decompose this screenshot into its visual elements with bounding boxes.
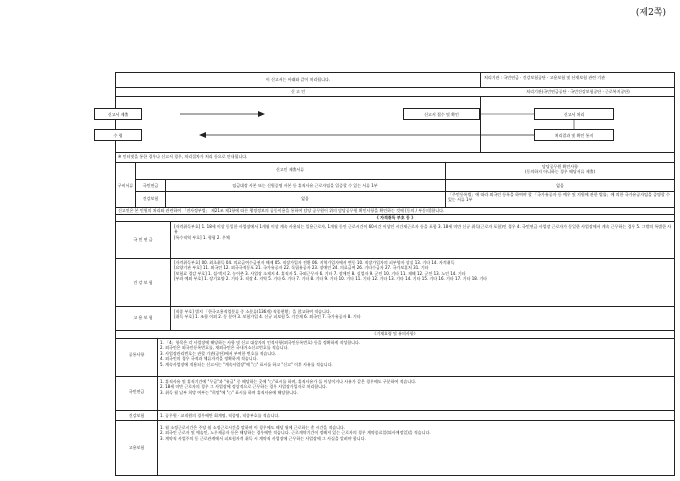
applicability-title: 《 자격취득 부호 등 》 [374, 215, 416, 220]
attachments-col-check: 담당공무원 확인사항 (동의하지 아니하는 경우 해당서류 제출) [524, 164, 596, 175]
notice-text: ※ 인터넷을 통한 경우나 신고서 경우, 처리절차가 처리 등으로 안내됩니다. [118, 154, 248, 159]
guide-pension-label: 국민연금 [128, 389, 145, 394]
processing-agency: 처리기관 : 국민연금 · 건강보험공단 · 고용보험 및 산재보험 관련 기관 [484, 75, 605, 80]
attachments-pension-check: 없음 [556, 183, 564, 188]
step-process: 신고서 처리 [534, 108, 614, 120]
flow-agency-title: 처리기관(국민연금공단 · 국민건강보험공단 · 근로복지공단) [526, 89, 630, 94]
code-pension-label: 국 민 연 금 [133, 237, 153, 242]
guide-pension-text: 1. 휴직사유 및 휴직기간에 "무급"과 "유급" 중 해당하는 곳에 "○"표시를 하며, 휴직사유가 둘 이상이거나 사유가 같은 경우에도 구분하여 적습니다. 2. 18세 미만 근로자의 경우 그 사업장에 정상적으로 근무하는 경우 사업장가입자로 처리합니다. 3. 취득 월 납부 희망 여부는 "희망"에 "○" 표시를 하며 휴직사유에 해당합니다. [160, 379, 417, 395]
guide-health-text: 1. 공무원 · 교직원의 경우에만 회계명, 직종명, 직종부호를 적습니다. [160, 413, 280, 418]
code-health-label: 건 강 보 험 [133, 280, 153, 285]
step-collect: 수 령 [94, 129, 142, 141]
step-notify: 처리결과 및 확인 통지 [534, 129, 614, 141]
guide-common-label: 공통사항 [128, 352, 145, 357]
guide-common-text: 1. 「4」항목은 각 사업장에 해당하는 사항 및 신고 대상자의 인적사항(외국인등록번호) 등을 정확하게 작성합니다. 2. 외국인은 외국인등록번호를, 재외국민은 국내거소신고번호를 적습니다. 3. 사업장관리번호는 관할 기관(공단)에서 부여한 번호를 적습니다. 4. 외국인의 경우 국적과 체류자격을 정확하게 적습니다. 5. 계속사업장에 적용되는 신고서는 "계속사업장"에 "○" 표시를 하고 "신고" 이후 사유를 적습니다. [160, 340, 361, 367]
guide-employment-label: 고용보험 [128, 445, 145, 450]
guide-title: 《기재요령 및 유의사항》 [372, 331, 418, 336]
code-employment-text: [직종 부호] 별지 「한국고용직업분류 중 소분류(136개) 직종현황」을 참고하여 적습니다. [취득 부호] 1. 조합 이외 2. 동 분야 3. 보험가입 4. 신규 피보험 5. 기간제 6. 외국인 7. 국가유공자 8. 기타 [174, 309, 361, 320]
page-number: (제2쪽) [635, 8, 666, 18]
attachments-pension-doc: 임금대장 사본 또는 신원증명 사본 등 휴직사유 근로자임을 입증할 수 있는 서류 1부 [232, 183, 378, 188]
code-pension-text: [자격취득부호] 1. 18세 이상 동일한 사업장에서 1개월 이상 계속 사용되는 일용근로자, 1개월 동안 근로시간이 60시간 이상인 시간제근로자 등을 포함 3. 18세 미만 신규 취득(근로자 포함)인 경우 4. 국민연금 사업장 근로자가 동일한 사업장에서 계속 근무하는 경우 5. 그밖의 특별한 사유 [특수직역 부호] 1. 형평 2. 우체 [174, 224, 672, 240]
step-receive: 신고서 접수 및 확인 [403, 108, 480, 120]
attachments-col-doc: 신고인 제출서류 [275, 167, 305, 172]
guide-health-label: 건강보험 [128, 413, 145, 418]
attachments-health-doc: 없음 [301, 196, 309, 201]
attachments-pension-label: 국민연금 [142, 183, 159, 188]
back-notice: 이 신고서는 아래와 같이 처리됩니다. [265, 77, 331, 82]
flow-applicant-title: 신 고 인 [290, 89, 306, 94]
guide-employment-text: 1. 월 소정근로시간은 주당 월 소정근로시간을 말하며 이 경우에도 해당 월에 근로하는 총 시간을 적습니다. 2. 외국인 근로자 및 예술인, 노무제공자 등은 해당하는 경우에만 적습니다. 근로계약기간이 정해져 있는 근로자의 경우 계약종료일(퇴사예정일)을 적습니다. 3. 계약직 사업주의 동 근로관계에서 피보험자격 취득 시 계약직 사업장에 근무하는 사업장에 그 사실을 알려야 합니다. [160, 425, 431, 441]
flow-arrows [0, 0, 680, 160]
attachments-health-check: 「주민등록법」에 따라 외국인 등록을 하여야 할 「국가유공자 등 예우 및 지원에 관한 법률」에 의한 국가유공자임을 증명할 수 있는 서류 1부 [448, 192, 670, 203]
code-employment-label: 고 용 보 험 [133, 315, 153, 320]
attachments-label: 구비서류 [117, 183, 134, 188]
attachments-health-label: 건강보험 [142, 196, 159, 201]
consent-text: 신고인은 본 민원의 처리와 관련하여 「전자정부법」 제21조 제1항에 따른 행정정보의 공동이용을 통하여 담당 공무원이 위의 담당공무원 확인사항을 확인하는 것에 [동의 / 부동의]합니다. [118, 208, 445, 213]
step-submit: 신고서 제출 [94, 108, 142, 120]
code-health-text: [자격취득부호] 00. 최초취득 04. 의료급여수급권자 해제 05. 직장가입자 전환 06. 지역가입자에서 변동 10. 직장가입자의 피부양자 상실 13. 기타 14. 자격취득 [요양기관 부호] 11. 외국인 12. 외국국적동포 21. 국가유공자 22. 독립유공자 23. 장애인 24. 의료급여 26. 기타수급자 27. 국가보훈처 31. 기타 [보험료 경감 부호] 1. 섬·벽지 2. 농어촌 3. 사업장 소재지 4. 휴직자 5. 국외근무자 6. 기타 7. 장애인 8. 실업자 9. 군인 10. 기타 11. 재해 12. 군인 13. 노인 14. 기타 [부과 예외 부호] 1. 장기요양 2. 기타 3. 직장 4. 지역 5. 기타 6. 기타 7. 기타 8. 기타 9. 기타 10. 기타 11. 기타 12. 기타 13. 기타 14. 기타 15. 기타 16. 기타 17. 기타 18. 기타 [174, 260, 488, 282]
